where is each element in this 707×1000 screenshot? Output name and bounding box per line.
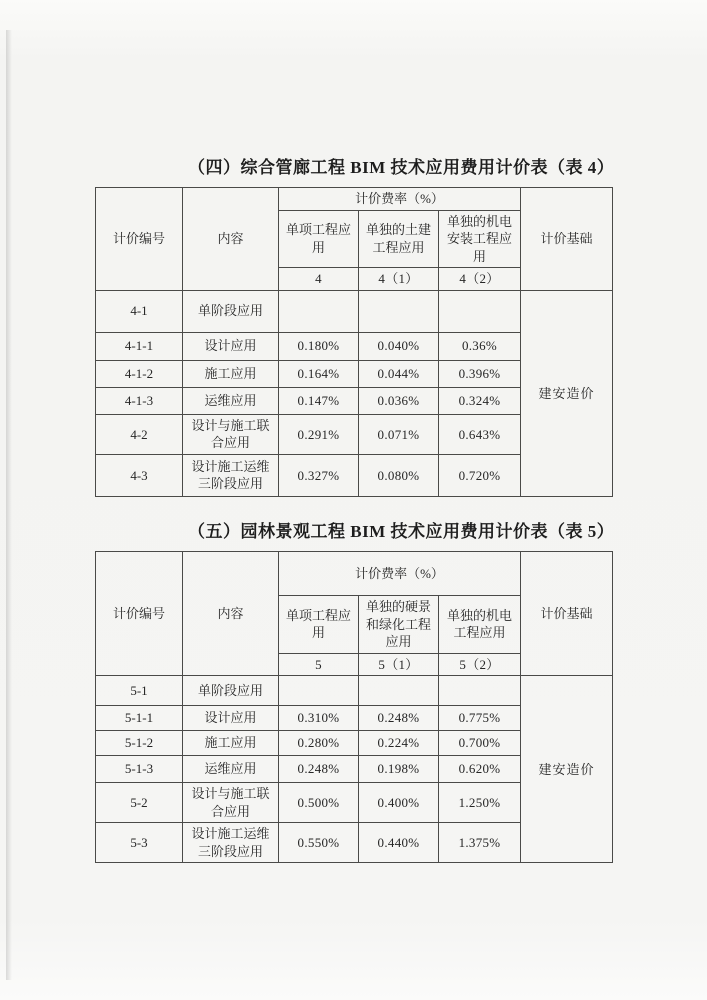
code-header: 5 [279,653,359,676]
cell-content: 设计施工运维三阶段应用 [183,454,279,496]
subcol-header: 单独的机电工程应用 [439,596,521,654]
subcol-header: 单独的土建工程应用 [359,210,439,268]
col-header-content: 内容 [183,552,279,676]
col-header-basis: 计价基础 [521,188,613,291]
section-title-table4: （四）综合管廊工程 BIM 技术应用费用计价表（表 4） [188,158,615,177]
cell-rate: 0.147% [279,387,359,414]
cell-code: 4-1 [96,290,183,332]
cell-rate: 0.324% [439,387,521,414]
cell-rate: 0.500% [279,783,359,823]
cell-content: 施工应用 [183,360,279,387]
table-row [96,552,613,596]
cell-content: 设计与施工联合应用 [183,783,279,823]
cell-code: 4-3 [96,454,183,496]
cell-rate: 0.400% [359,783,439,823]
col-header-content: 内容 [183,188,279,291]
cell-content: 设计应用 [183,706,279,731]
cell-content: 运维应用 [183,387,279,414]
table-row [96,188,613,211]
cell-content: 设计与施工联合应用 [183,414,279,454]
cell-rate: 0.248% [359,706,439,731]
cell-code: 4-1-2 [96,360,183,387]
cell-rate [359,290,439,332]
col-header-code: 计价编号 [96,188,183,291]
subcol-header: 单独的机电安装工程应用 [439,210,521,268]
cell-rate: 0.700% [439,731,521,756]
cell-rate: 0.440% [359,823,439,863]
cell-rate: 0.071% [359,414,439,454]
cell-code: 5-2 [96,783,183,823]
cell-rate: 0.080% [359,454,439,496]
cell-content: 设计应用 [183,332,279,360]
cell-rate: 0.620% [439,756,521,783]
col-header-code: 计价编号 [96,552,183,676]
subcol-header: 单独的硬景和绿化工程应用 [359,596,439,654]
cell-content: 单阶段应用 [183,676,279,706]
cell-content: 运维应用 [183,756,279,783]
cell-code: 5-1-1 [96,706,183,731]
cell-rate: 0.327% [279,454,359,496]
cell-rate [279,676,359,706]
cell-rate: 0.291% [279,414,359,454]
cell-rate [359,676,439,706]
basis-cell: 建安造价 [521,290,613,496]
table-row [96,676,613,706]
cell-rate: 0.36% [439,332,521,360]
rate-group-header: 计价费率（%） [279,552,521,596]
cell-rate: 0.720% [439,454,521,496]
cell-rate [439,676,521,706]
cell-rate: 0.550% [279,823,359,863]
col-header-basis: 计价基础 [521,552,613,676]
cell-rate: 0.280% [279,731,359,756]
cell-rate: 0.224% [359,731,439,756]
rate-group-header: 计价费率（%） [279,188,521,211]
cell-rate: 0.036% [359,387,439,414]
cell-rate: 0.775% [439,706,521,731]
pricing-table-5 [95,551,613,863]
cell-rate: 0.248% [279,756,359,783]
table-row [96,290,613,332]
cell-rate: 0.310% [279,706,359,731]
cell-code: 5-1 [96,676,183,706]
code-header: 5（1） [359,653,439,676]
cell-code: 4-2 [96,414,183,454]
code-header: 4 [279,268,359,291]
basis-cell: 建安造价 [521,676,613,863]
cell-rate: 1.250% [439,783,521,823]
cell-rate: 0.198% [359,756,439,783]
subcol-header: 单项工程应用 [279,596,359,654]
cell-rate [439,290,521,332]
cell-rate: 0.040% [359,332,439,360]
cell-rate: 1.375% [439,823,521,863]
pricing-table-4 [95,187,613,497]
cell-code: 4-1-3 [96,387,183,414]
cell-content: 施工应用 [183,731,279,756]
cell-code: 5-1-3 [96,756,183,783]
subcol-header: 单项工程应用 [279,210,359,268]
cell-content: 设计施工运维三阶段应用 [183,823,279,863]
cell-code: 4-1-1 [96,332,183,360]
cell-rate: 0.044% [359,360,439,387]
cell-rate: 0.180% [279,332,359,360]
code-header: 4（2） [439,268,521,291]
cell-rate [279,290,359,332]
cell-rate: 0.643% [439,414,521,454]
cell-code: 5-1-2 [96,731,183,756]
cell-code: 5-3 [96,823,183,863]
cell-rate: 0.164% [279,360,359,387]
cell-rate: 0.396% [439,360,521,387]
section-title-table5: （五）园林景观工程 BIM 技术应用费用计价表（表 5） [188,522,615,541]
cell-content: 单阶段应用 [183,290,279,332]
code-header: 5（2） [439,653,521,676]
code-header: 4（1） [359,268,439,291]
